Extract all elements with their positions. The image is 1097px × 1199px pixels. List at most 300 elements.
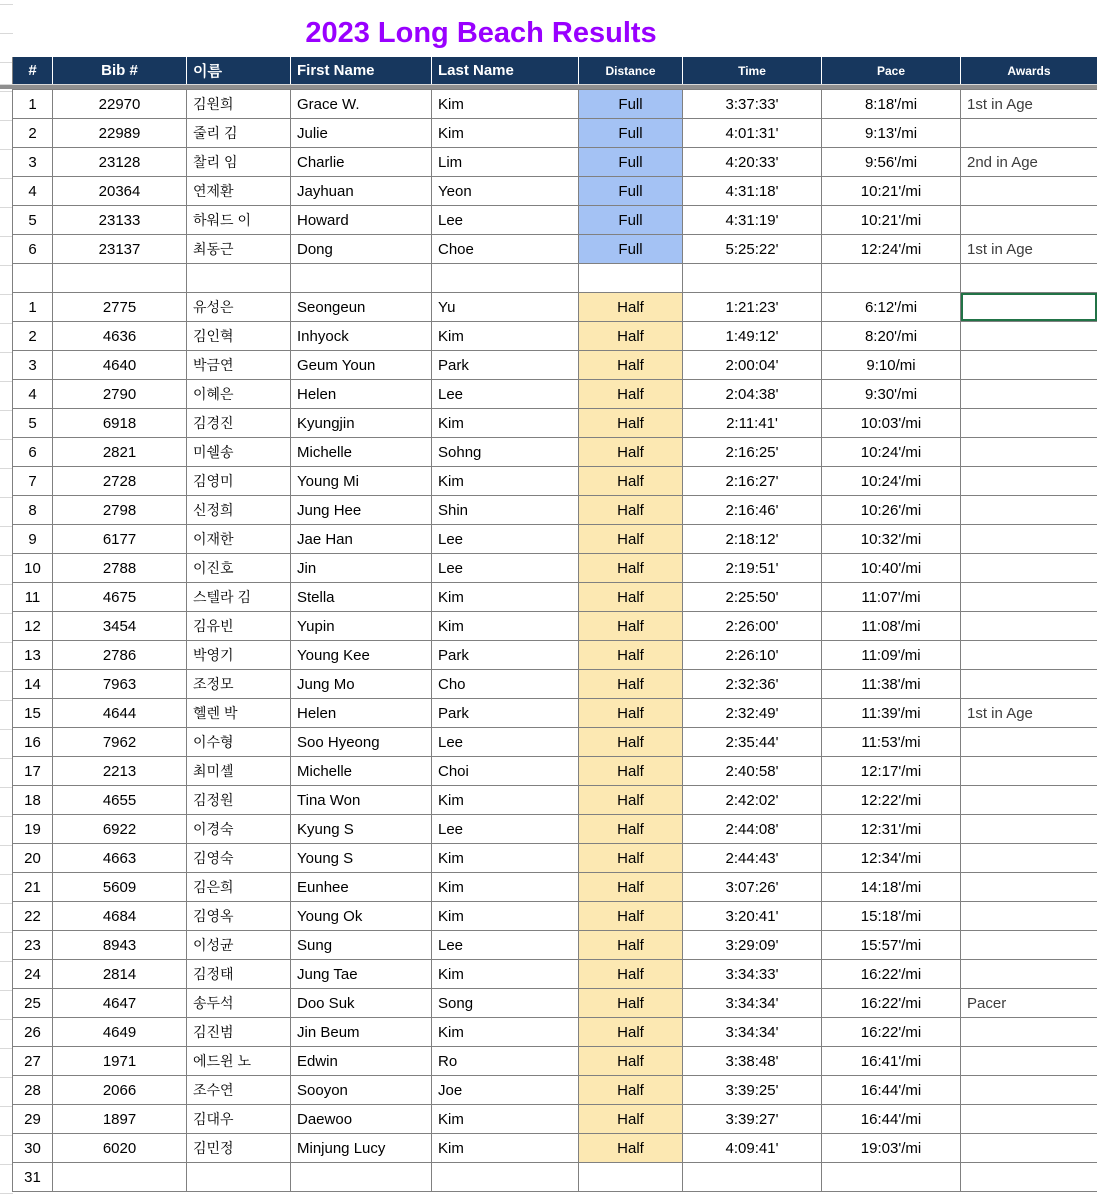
header-korean-name[interactable]: 이름 (187, 57, 291, 84)
time-cell[interactable]: 2:04:38' (683, 380, 822, 409)
empty-cell[interactable] (53, 1163, 187, 1192)
pace-cell[interactable]: 16:44'/mi (822, 1076, 961, 1105)
korean-name-cell[interactable]: 김정태 (187, 960, 291, 989)
awards-cell[interactable] (961, 844, 1097, 873)
awards-cell[interactable] (961, 119, 1097, 148)
pace-cell[interactable]: 10:24'/mi (822, 467, 961, 496)
awards-cell[interactable] (961, 786, 1097, 815)
korean-name-cell[interactable]: 신정희 (187, 496, 291, 525)
awards-cell[interactable] (961, 525, 1097, 554)
empty-cell[interactable] (579, 264, 683, 293)
pace-cell[interactable]: 11:08'/mi (822, 612, 961, 641)
awards-cell[interactable] (961, 873, 1097, 902)
bib-cell[interactable]: 7963 (53, 670, 187, 699)
pace-cell[interactable]: 12:24'/mi (822, 235, 961, 264)
time-cell[interactable]: 2:35:44' (683, 728, 822, 757)
last-name-cell[interactable]: Shin (432, 496, 579, 525)
last-name-cell[interactable]: Cho (432, 670, 579, 699)
first-name-cell[interactable]: Young Kee (291, 641, 432, 670)
pace-cell[interactable]: 10:40'/mi (822, 554, 961, 583)
rank-cell[interactable]: 27 (13, 1047, 53, 1076)
bib-cell[interactable]: 2728 (53, 467, 187, 496)
korean-name-cell[interactable]: 최동근 (187, 235, 291, 264)
last-name-cell[interactable]: Kim (432, 873, 579, 902)
awards-cell[interactable] (961, 554, 1097, 583)
time-cell[interactable]: 1:21:23' (683, 293, 822, 322)
rank-cell[interactable]: 1 (13, 90, 53, 119)
last-name-cell[interactable]: Kim (432, 467, 579, 496)
rank-cell[interactable]: 28 (13, 1076, 53, 1105)
awards-cell[interactable] (961, 583, 1097, 612)
rank-cell[interactable]: 1 (13, 293, 53, 322)
rank-cell[interactable]: 2 (13, 119, 53, 148)
distance-cell[interactable]: Half (579, 583, 683, 612)
pace-cell[interactable]: 16:22'/mi (822, 1018, 961, 1047)
korean-name-cell[interactable]: 김은희 (187, 873, 291, 902)
last-name-cell[interactable]: Lee (432, 554, 579, 583)
time-cell[interactable]: 2:16:25' (683, 438, 822, 467)
korean-name-cell[interactable]: 하워드 이 (187, 206, 291, 235)
last-name-cell[interactable]: Lim (432, 148, 579, 177)
header-distance[interactable]: Distance (579, 57, 683, 84)
header-bib[interactable]: Bib # (53, 57, 187, 84)
rank-cell[interactable]: 29 (13, 1105, 53, 1134)
korean-name-cell[interactable]: 줄리 김 (187, 119, 291, 148)
time-cell[interactable]: 4:31:18' (683, 177, 822, 206)
empty-cell[interactable] (13, 264, 53, 293)
rank-cell[interactable]: 12 (13, 612, 53, 641)
pace-cell[interactable]: 10:24'/mi (822, 438, 961, 467)
first-name-cell[interactable]: Kyungjin (291, 409, 432, 438)
pace-cell[interactable]: 14:18'/mi (822, 873, 961, 902)
rank-cell[interactable]: 4 (13, 380, 53, 409)
empty-cell[interactable] (187, 264, 291, 293)
distance-cell[interactable]: Half (579, 438, 683, 467)
bib-cell[interactable]: 6922 (53, 815, 187, 844)
pace-cell[interactable]: 11:53'/mi (822, 728, 961, 757)
last-name-cell[interactable]: Lee (432, 728, 579, 757)
last-name-cell[interactable]: Kim (432, 322, 579, 351)
last-name-cell[interactable]: Joe (432, 1076, 579, 1105)
awards-cell[interactable] (961, 931, 1097, 960)
time-cell[interactable]: 3:38:48' (683, 1047, 822, 1076)
pace-cell[interactable]: 19:03'/mi (822, 1134, 961, 1163)
empty-cell[interactable] (683, 264, 822, 293)
first-name-cell[interactable]: Grace W. (291, 90, 432, 119)
rank-cell[interactable]: 13 (13, 641, 53, 670)
rank-cell[interactable]: 7 (13, 467, 53, 496)
time-cell[interactable]: 2:32:36' (683, 670, 822, 699)
distance-cell[interactable]: Half (579, 641, 683, 670)
distance-cell[interactable]: Full (579, 235, 683, 264)
pace-cell[interactable]: 12:31'/mi (822, 815, 961, 844)
time-cell[interactable]: 2:44:08' (683, 815, 822, 844)
empty-cell[interactable] (822, 264, 961, 293)
time-cell[interactable]: 2:25:50' (683, 583, 822, 612)
bib-cell[interactable]: 4647 (53, 989, 187, 1018)
distance-cell[interactable]: Half (579, 815, 683, 844)
korean-name-cell[interactable]: 박영기 (187, 641, 291, 670)
first-name-cell[interactable]: Doo Suk (291, 989, 432, 1018)
time-cell[interactable]: 2:32:49' (683, 699, 822, 728)
pace-cell[interactable]: 12:17'/mi (822, 757, 961, 786)
bib-cell[interactable]: 2814 (53, 960, 187, 989)
distance-cell[interactable]: Half (579, 380, 683, 409)
bib-cell[interactable]: 2798 (53, 496, 187, 525)
first-name-cell[interactable]: Sung (291, 931, 432, 960)
time-cell[interactable]: 2:16:46' (683, 496, 822, 525)
last-name-cell[interactable]: Kim (432, 612, 579, 641)
empty-cell[interactable] (961, 264, 1097, 293)
last-name-cell[interactable]: Park (432, 699, 579, 728)
bib-cell[interactable]: 2788 (53, 554, 187, 583)
first-name-cell[interactable]: Geum Youn (291, 351, 432, 380)
bib-cell[interactable]: 3454 (53, 612, 187, 641)
bib-cell[interactable]: 6020 (53, 1134, 187, 1163)
pace-cell[interactable]: 9:30'/mi (822, 380, 961, 409)
time-cell[interactable]: 2:26:10' (683, 641, 822, 670)
time-cell[interactable]: 2:40:58' (683, 757, 822, 786)
first-name-cell[interactable]: Eunhee (291, 873, 432, 902)
rank-cell[interactable]: 26 (13, 1018, 53, 1047)
korean-name-cell[interactable]: 김진범 (187, 1018, 291, 1047)
rank-cell[interactable]: 5 (13, 206, 53, 235)
awards-cell[interactable] (961, 206, 1097, 235)
first-name-cell[interactable]: Jung Tae (291, 960, 432, 989)
pace-cell[interactable]: 16:44'/mi (822, 1105, 961, 1134)
distance-cell[interactable]: Full (579, 148, 683, 177)
korean-name-cell[interactable]: 김민정 (187, 1134, 291, 1163)
bib-cell[interactable]: 2213 (53, 757, 187, 786)
awards-cell[interactable] (961, 467, 1097, 496)
pace-cell[interactable]: 12:34'/mi (822, 844, 961, 873)
time-cell[interactable]: 3:39:27' (683, 1105, 822, 1134)
distance-cell[interactable]: Half (579, 699, 683, 728)
last-name-cell[interactable]: Lee (432, 380, 579, 409)
awards-cell[interactable] (961, 670, 1097, 699)
distance-cell[interactable]: Half (579, 293, 683, 322)
last-name-cell[interactable]: Kim (432, 1018, 579, 1047)
bib-cell[interactable]: 4684 (53, 902, 187, 931)
korean-name-cell[interactable]: 이진호 (187, 554, 291, 583)
empty-cell[interactable] (961, 1163, 1097, 1192)
korean-name-cell[interactable]: 김영옥 (187, 902, 291, 931)
korean-name-cell[interactable]: 조수연 (187, 1076, 291, 1105)
distance-cell[interactable]: Full (579, 119, 683, 148)
awards-cell[interactable] (961, 293, 1097, 322)
first-name-cell[interactable]: Stella (291, 583, 432, 612)
first-name-cell[interactable]: Charlie (291, 148, 432, 177)
rank-cell[interactable]: 6 (13, 438, 53, 467)
empty-cell[interactable] (291, 264, 432, 293)
empty-cell[interactable] (822, 1163, 961, 1192)
rank-cell[interactable]: 3 (13, 351, 53, 380)
first-name-cell[interactable]: Dong (291, 235, 432, 264)
pace-cell[interactable]: 15:57'/mi (822, 931, 961, 960)
rank-cell[interactable]: 10 (13, 554, 53, 583)
first-name-cell[interactable]: Young Mi (291, 467, 432, 496)
distance-cell[interactable]: Half (579, 554, 683, 583)
korean-name-cell[interactable]: 이혜은 (187, 380, 291, 409)
awards-cell[interactable] (961, 409, 1097, 438)
last-name-cell[interactable]: Kim (432, 960, 579, 989)
korean-name-cell[interactable]: 김원희 (187, 90, 291, 119)
time-cell[interactable]: 3:39:25' (683, 1076, 822, 1105)
awards-cell[interactable] (961, 1134, 1097, 1163)
awards-cell[interactable]: 2nd in Age (961, 148, 1097, 177)
empty-cell[interactable] (187, 1163, 291, 1192)
bib-cell[interactable]: 7962 (53, 728, 187, 757)
last-name-cell[interactable]: Lee (432, 206, 579, 235)
time-cell[interactable]: 3:37:33' (683, 90, 822, 119)
first-name-cell[interactable]: Minjung Lucy (291, 1134, 432, 1163)
distance-cell[interactable]: Full (579, 177, 683, 206)
time-cell[interactable]: 5:25:22' (683, 235, 822, 264)
rank-cell[interactable]: 22 (13, 902, 53, 931)
awards-cell[interactable] (961, 612, 1097, 641)
first-name-cell[interactable]: Jae Han (291, 525, 432, 554)
bib-cell[interactable]: 4663 (53, 844, 187, 873)
first-name-cell[interactable]: Edwin (291, 1047, 432, 1076)
time-cell[interactable]: 3:29:09' (683, 931, 822, 960)
awards-cell[interactable] (961, 1047, 1097, 1076)
first-name-cell[interactable]: Soo Hyeong (291, 728, 432, 757)
first-name-cell[interactable]: Yupin (291, 612, 432, 641)
korean-name-cell[interactable]: 연제환 (187, 177, 291, 206)
first-name-cell[interactable]: Helen (291, 699, 432, 728)
pace-cell[interactable]: 8:18'/mi (822, 90, 961, 119)
header-time[interactable]: Time (683, 57, 822, 84)
distance-cell[interactable]: Half (579, 902, 683, 931)
korean-name-cell[interactable]: 스텔라 김 (187, 583, 291, 612)
korean-name-cell[interactable]: 김영미 (187, 467, 291, 496)
last-name-cell[interactable]: Lee (432, 525, 579, 554)
last-name-cell[interactable]: Ro (432, 1047, 579, 1076)
korean-name-cell[interactable]: 김유빈 (187, 612, 291, 641)
distance-cell[interactable]: Half (579, 786, 683, 815)
korean-name-cell[interactable]: 이수형 (187, 728, 291, 757)
bib-cell[interactable]: 4675 (53, 583, 187, 612)
last-name-cell[interactable]: Park (432, 641, 579, 670)
header-last-name[interactable]: Last Name (432, 57, 579, 84)
last-name-cell[interactable]: Kim (432, 90, 579, 119)
awards-cell[interactable] (961, 757, 1097, 786)
awards-cell[interactable] (961, 902, 1097, 931)
bib-cell[interactable]: 23133 (53, 206, 187, 235)
distance-cell[interactable]: Half (579, 351, 683, 380)
rank-cell[interactable]: 9 (13, 525, 53, 554)
bib-cell[interactable]: 4640 (53, 351, 187, 380)
awards-cell[interactable] (961, 1076, 1097, 1105)
distance-cell[interactable]: Half (579, 989, 683, 1018)
awards-cell[interactable] (961, 380, 1097, 409)
first-name-cell[interactable]: Jung Mo (291, 670, 432, 699)
korean-name-cell[interactable]: 김대우 (187, 1105, 291, 1134)
awards-cell[interactable]: 1st in Age (961, 235, 1097, 264)
empty-cell[interactable] (683, 1163, 822, 1192)
pace-cell[interactable]: 9:13'/mi (822, 119, 961, 148)
last-name-cell[interactable]: Kim (432, 786, 579, 815)
rank-cell[interactable]: 18 (13, 786, 53, 815)
page-title[interactable]: 2023 Long Beach Results (305, 17, 657, 49)
bib-cell[interactable]: 6177 (53, 525, 187, 554)
bib-cell[interactable]: 2066 (53, 1076, 187, 1105)
korean-name-cell[interactable]: 유성은 (187, 293, 291, 322)
time-cell[interactable]: 3:07:26' (683, 873, 822, 902)
empty-cell[interactable] (291, 1163, 432, 1192)
pace-cell[interactable]: 9:56'/mi (822, 148, 961, 177)
pace-cell[interactable]: 11:09'/mi (822, 641, 961, 670)
bib-cell[interactable]: 23128 (53, 148, 187, 177)
awards-cell[interactable] (961, 641, 1097, 670)
rank-cell[interactable]: 21 (13, 873, 53, 902)
bib-cell[interactable]: 2821 (53, 438, 187, 467)
first-name-cell[interactable]: Jin Beum (291, 1018, 432, 1047)
awards-cell[interactable]: Pacer (961, 989, 1097, 1018)
bib-cell[interactable]: 4655 (53, 786, 187, 815)
last-name-cell[interactable]: Kim (432, 902, 579, 931)
korean-name-cell[interactable]: 헬렌 박 (187, 699, 291, 728)
bib-cell[interactable]: 2775 (53, 293, 187, 322)
korean-name-cell[interactable]: 김정원 (187, 786, 291, 815)
bib-cell[interactable]: 20364 (53, 177, 187, 206)
distance-cell[interactable]: Half (579, 1105, 683, 1134)
rank-cell[interactable]: 14 (13, 670, 53, 699)
pace-cell[interactable]: 15:18'/mi (822, 902, 961, 931)
awards-cell[interactable]: 1st in Age (961, 699, 1097, 728)
time-cell[interactable]: 1:49:12' (683, 322, 822, 351)
distance-cell[interactable]: Half (579, 409, 683, 438)
bib-cell[interactable]: 22989 (53, 119, 187, 148)
first-name-cell[interactable]: Michelle (291, 757, 432, 786)
awards-cell[interactable] (961, 1018, 1097, 1047)
first-name-cell[interactable]: Young Ok (291, 902, 432, 931)
pace-cell[interactable]: 10:03'/mi (822, 409, 961, 438)
pace-cell[interactable]: 6:12'/mi (822, 293, 961, 322)
empty-cell[interactable] (579, 1163, 683, 1192)
distance-cell[interactable]: Half (579, 1018, 683, 1047)
bib-cell[interactable]: 23137 (53, 235, 187, 264)
last-name-cell[interactable]: Yeon (432, 177, 579, 206)
last-name-cell[interactable]: Lee (432, 815, 579, 844)
distance-cell[interactable]: Half (579, 525, 683, 554)
bib-cell[interactable]: 8943 (53, 931, 187, 960)
distance-cell[interactable]: Half (579, 757, 683, 786)
rank-cell[interactable]: 16 (13, 728, 53, 757)
distance-cell[interactable]: Half (579, 844, 683, 873)
first-name-cell[interactable]: Young S (291, 844, 432, 873)
awards-cell[interactable] (961, 177, 1097, 206)
first-name-cell[interactable]: Sooyon (291, 1076, 432, 1105)
time-cell[interactable]: 2:26:00' (683, 612, 822, 641)
awards-cell[interactable] (961, 496, 1097, 525)
awards-cell[interactable] (961, 960, 1097, 989)
time-cell[interactable]: 2:44:43' (683, 844, 822, 873)
header-pace[interactable]: Pace (822, 57, 961, 84)
last-name-cell[interactable]: Sohng (432, 438, 579, 467)
rank-cell[interactable]: 31 (13, 1163, 53, 1192)
distance-cell[interactable]: Half (579, 670, 683, 699)
korean-name-cell[interactable]: 에드윈 노 (187, 1047, 291, 1076)
awards-cell[interactable] (961, 438, 1097, 467)
last-name-cell[interactable]: Kim (432, 119, 579, 148)
rank-cell[interactable]: 23 (13, 931, 53, 960)
last-name-cell[interactable]: Choe (432, 235, 579, 264)
pace-cell[interactable]: 8:20'/mi (822, 322, 961, 351)
distance-cell[interactable]: Half (579, 1047, 683, 1076)
korean-name-cell[interactable]: 김영숙 (187, 844, 291, 873)
rank-cell[interactable]: 5 (13, 409, 53, 438)
first-name-cell[interactable]: Helen (291, 380, 432, 409)
bib-cell[interactable]: 4649 (53, 1018, 187, 1047)
rank-cell[interactable]: 2 (13, 322, 53, 351)
first-name-cell[interactable]: Michelle (291, 438, 432, 467)
korean-name-cell[interactable]: 이경숙 (187, 815, 291, 844)
time-cell[interactable]: 4:20:33' (683, 148, 822, 177)
rank-cell[interactable]: 25 (13, 989, 53, 1018)
distance-cell[interactable]: Half (579, 728, 683, 757)
empty-cell[interactable] (432, 1163, 579, 1192)
rank-cell[interactable]: 8 (13, 496, 53, 525)
awards-cell[interactable] (961, 322, 1097, 351)
korean-name-cell[interactable]: 이재한 (187, 525, 291, 554)
pace-cell[interactable]: 11:38'/mi (822, 670, 961, 699)
pace-cell[interactable]: 16:41'/mi (822, 1047, 961, 1076)
time-cell[interactable]: 3:34:34' (683, 1018, 822, 1047)
rank-cell[interactable]: 20 (13, 844, 53, 873)
pace-cell[interactable]: 10:21'/mi (822, 206, 961, 235)
distance-cell[interactable]: Half (579, 960, 683, 989)
distance-cell[interactable]: Half (579, 322, 683, 351)
first-name-cell[interactable]: Jayhuan (291, 177, 432, 206)
korean-name-cell[interactable]: 미쉘송 (187, 438, 291, 467)
empty-cell[interactable] (53, 264, 187, 293)
rank-cell[interactable]: 19 (13, 815, 53, 844)
last-name-cell[interactable]: Song (432, 989, 579, 1018)
korean-name-cell[interactable]: 박금연 (187, 351, 291, 380)
time-cell[interactable]: 3:34:33' (683, 960, 822, 989)
first-name-cell[interactable]: Howard (291, 206, 432, 235)
awards-cell[interactable] (961, 1105, 1097, 1134)
distance-cell[interactable]: Half (579, 1134, 683, 1163)
distance-cell[interactable]: Half (579, 612, 683, 641)
time-cell[interactable]: 4:09:41' (683, 1134, 822, 1163)
time-cell[interactable]: 2:16:27' (683, 467, 822, 496)
pace-cell[interactable]: 16:22'/mi (822, 960, 961, 989)
pace-cell[interactable]: 11:07'/mi (822, 583, 961, 612)
distance-cell[interactable]: Half (579, 1076, 683, 1105)
header-rank[interactable]: # (13, 57, 53, 84)
rank-cell[interactable]: 6 (13, 235, 53, 264)
first-name-cell[interactable]: Tina Won (291, 786, 432, 815)
pace-cell[interactable]: 10:32'/mi (822, 525, 961, 554)
last-name-cell[interactable]: Park (432, 351, 579, 380)
bib-cell[interactable]: 1897 (53, 1105, 187, 1134)
awards-cell[interactable] (961, 351, 1097, 380)
pace-cell[interactable]: 11:39'/mi (822, 699, 961, 728)
first-name-cell[interactable]: Julie (291, 119, 432, 148)
first-name-cell[interactable]: Daewoo (291, 1105, 432, 1134)
korean-name-cell[interactable]: 김경진 (187, 409, 291, 438)
korean-name-cell[interactable]: 이성균 (187, 931, 291, 960)
time-cell[interactable]: 2:18:12' (683, 525, 822, 554)
last-name-cell[interactable]: Kim (432, 583, 579, 612)
last-name-cell[interactable]: Yu (432, 293, 579, 322)
rank-cell[interactable]: 4 (13, 177, 53, 206)
first-name-cell[interactable]: Kyung S (291, 815, 432, 844)
last-name-cell[interactable]: Kim (432, 844, 579, 873)
time-cell[interactable]: 3:34:34' (683, 989, 822, 1018)
